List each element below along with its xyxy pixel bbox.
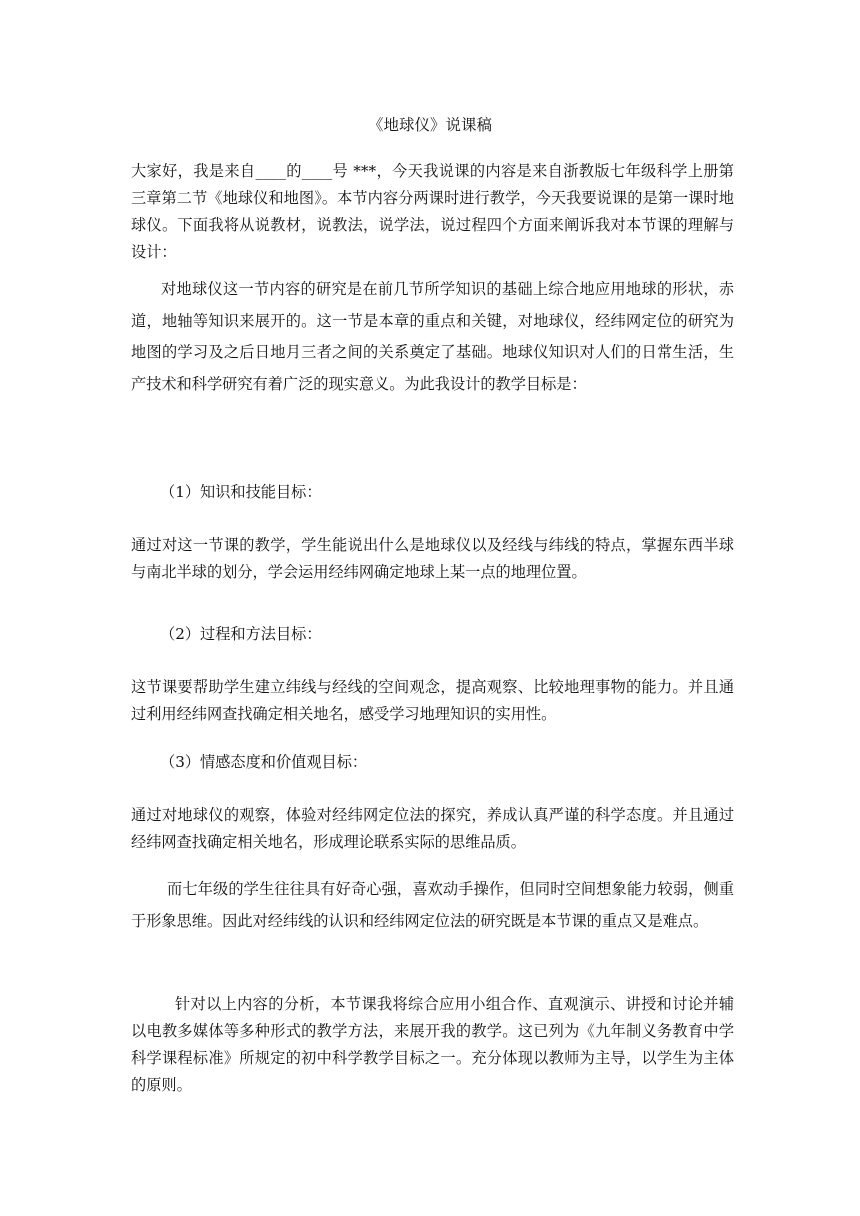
emotion-value-heading: （3）情感态度和价值观目标： — [160, 753, 368, 771]
document-title: 《地球仪》说课稿 — [367, 116, 492, 134]
knowledge-skill-paragraph: 通过对这一节课的教学，学生能说出什么是地球仪以及经线与纬线的特点，掌握东西半球与南北半球的划分，学会运用经纬网确定地球上某一点的地理位置。 — [131, 536, 734, 581]
teaching-method-paragraph: 针对以上内容的分析，本节课我将综合应用小组合作、直观演示、讲授和讨论并辅以电教多媒体等多种形式的教学方法，来展开我的教学。这已列为《九年制义务教育中学科学课程标准》所规定的初中科学教学目标之一。充分体现以教师为主导，以学生为主体的原则。 — [131, 995, 734, 1094]
student-analysis-paragraph: 而七年级的学生往往具有好奇心强，喜欢动手操作，但同时空间想象能力较弱，侧重于形象思维。因此对经纬线的认识和经纬网定位法的研究既是本节课的重点又是难点。 — [131, 880, 734, 930]
intro-paragraph: 大家好，我是来自____的____号 ***，今天我说课的内容是来自浙教版七年级科学上册第三章第二节《地球仪和地图》。本节内容分两课时进行教学，今天我要说课的是第一课时地球仪。下面我将从说教材，说教法，说学法，说过程四个方面来阐诉我对本节课的理解与设计： — [131, 162, 734, 261]
process-method-paragraph: 这节课要帮助学生建立纬线与经线的空间观念，提高观察、比较地理事物的能力。并且通过利用经纬网查找确定相关地名，感受学习地理知识的实用性。 — [131, 678, 734, 723]
process-method-heading: （2）过程和方法目标： — [160, 625, 322, 643]
knowledge-skill-heading: （1）知识和技能目标： — [160, 483, 322, 501]
textbook-analysis-paragraph: 对地球仪这一节内容的研究是在前几节所学知识的基础上综合地应用地球的形状，赤道，地轴等知识来展开的。这一节是本章的重点和关键，对地球仪，经纬网定位的研究为地图的学习及之后日地月三者之间的关系奠定了基础。地球仪知识对人们的日常生活，生产技术和科学研究有着广泛的现实意义。为此我设计的教学目标是： — [131, 280, 734, 393]
emotion-value-paragraph: 通过对地球仪的观察，体验对经纬网定位法的探究，养成认真严谨的科学态度。并且通过经纬网查找确定相关地名，形成理论联系实际的思维品质。 — [131, 806, 734, 851]
